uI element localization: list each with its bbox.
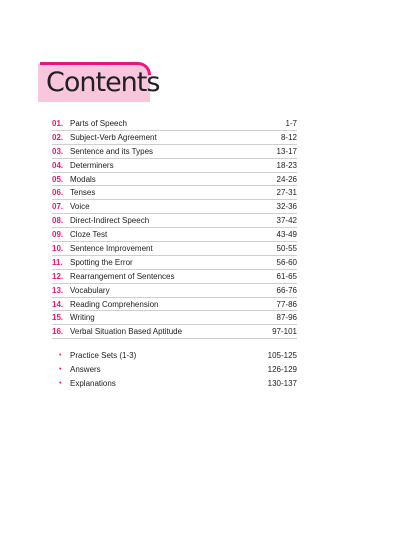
chapter-list: [52, 117, 297, 339]
page-title: Contents: [46, 67, 160, 98]
chapter-row[interactable]: [52, 325, 297, 339]
chapter-row[interactable]: [52, 186, 297, 200]
chapter-pages: 32-36: [276, 202, 297, 212]
chapter-num: 07.: [52, 202, 64, 212]
chapter-row[interactable]: [52, 214, 297, 228]
extra-pages: 130-137: [267, 378, 297, 388]
chapter-name: Sentence and its Types: [70, 146, 154, 156]
extra-row[interactable]: [52, 362, 297, 376]
extra-row[interactable]: [52, 348, 297, 362]
chapter-num: 13.: [52, 285, 64, 295]
chapter-name: Voice: [70, 202, 90, 212]
chapter-name: Tenses: [70, 188, 96, 198]
chapter-row[interactable]: [52, 200, 297, 214]
chapter-name: Writing: [70, 313, 95, 323]
chapter-row[interactable]: [52, 117, 297, 131]
chapter-num: 14.: [52, 299, 64, 309]
extras-list: [52, 348, 297, 391]
chapter-pages: 97-101: [272, 327, 297, 337]
chapter-num: 16.: [52, 327, 64, 337]
chapter-pages: 37-42: [276, 216, 297, 226]
chapter-row[interactable]: [52, 228, 297, 242]
chapter-num: 04.: [52, 160, 64, 170]
chapter-row[interactable]: [52, 173, 297, 187]
extra-name: Practice Sets (1-3): [70, 350, 137, 360]
bullet-icon: •: [59, 365, 62, 373]
chapter-name: Reading Comprehension: [70, 299, 159, 309]
chapter-name: Spotting the Error: [70, 257, 133, 267]
extra-row[interactable]: [52, 376, 297, 390]
chapter-row[interactable]: [52, 242, 297, 256]
chapter-pages: 24-26: [276, 174, 297, 184]
chapter-pages: 27-31: [276, 188, 297, 198]
chapter-row[interactable]: [52, 311, 297, 325]
chapter-name: Modals: [70, 174, 96, 184]
chapter-row[interactable]: [52, 131, 297, 145]
chapter-num: 03.: [52, 146, 64, 156]
chapter-pages: 8-12: [280, 132, 297, 142]
chapter-num: 11.: [52, 257, 63, 267]
chapter-num: 12.: [52, 271, 64, 281]
chapter-pages: 56-60: [276, 257, 297, 267]
chapter-num: 06.: [52, 188, 64, 198]
chapter-pages: 77-86: [276, 299, 297, 309]
chapter-name: Sentence Improvement: [70, 243, 153, 253]
chapter-pages: 87-96: [276, 313, 297, 323]
chapter-name: Subject-Verb Agreement: [70, 132, 157, 142]
chapter-row[interactable]: [52, 256, 297, 270]
chapter-name: Parts of Speech: [70, 118, 127, 128]
chapter-name: Rearrangement of Sentences: [70, 271, 175, 281]
chapter-pages: 61-65: [276, 271, 297, 281]
chapter-pages: 43-49: [276, 230, 297, 240]
chapter-row[interactable]: [52, 284, 297, 298]
chapter-row[interactable]: [52, 159, 297, 173]
chapter-name: Direct-Indirect Speech: [70, 216, 150, 226]
bullet-icon: •: [59, 351, 62, 359]
chapter-row[interactable]: [52, 270, 297, 284]
chapter-num: 15.: [52, 313, 64, 323]
extra-pages: 126-129: [267, 364, 297, 374]
chapter-name: Verbal Situation Based Aptitude: [70, 327, 183, 337]
chapter-num: 05.: [52, 174, 64, 184]
chapter-name: Determiners: [70, 160, 114, 170]
chapter-pages: 50-55: [276, 243, 297, 253]
chapter-name: Vocabulary: [70, 285, 110, 295]
chapter-num: 01.: [52, 118, 64, 128]
chapter-name: Cloze Test: [70, 230, 108, 240]
extra-name: Answers: [70, 364, 101, 374]
chapter-num: 08.: [52, 216, 64, 226]
chapter-row[interactable]: [52, 145, 297, 159]
chapter-pages: 1-7: [285, 118, 297, 128]
chapter-row[interactable]: [52, 298, 297, 312]
extra-name: Explanations: [70, 378, 116, 388]
chapter-num: 10.: [52, 243, 64, 253]
chapter-pages: 66-76: [276, 285, 297, 295]
chapter-num: 02.: [52, 132, 64, 142]
bullet-icon: •: [59, 379, 62, 387]
chapter-pages: 13-17: [276, 146, 297, 156]
chapter-pages: 18-23: [276, 160, 297, 170]
chapter-num: 09.: [52, 230, 64, 240]
extra-pages: 105-125: [267, 350, 297, 360]
